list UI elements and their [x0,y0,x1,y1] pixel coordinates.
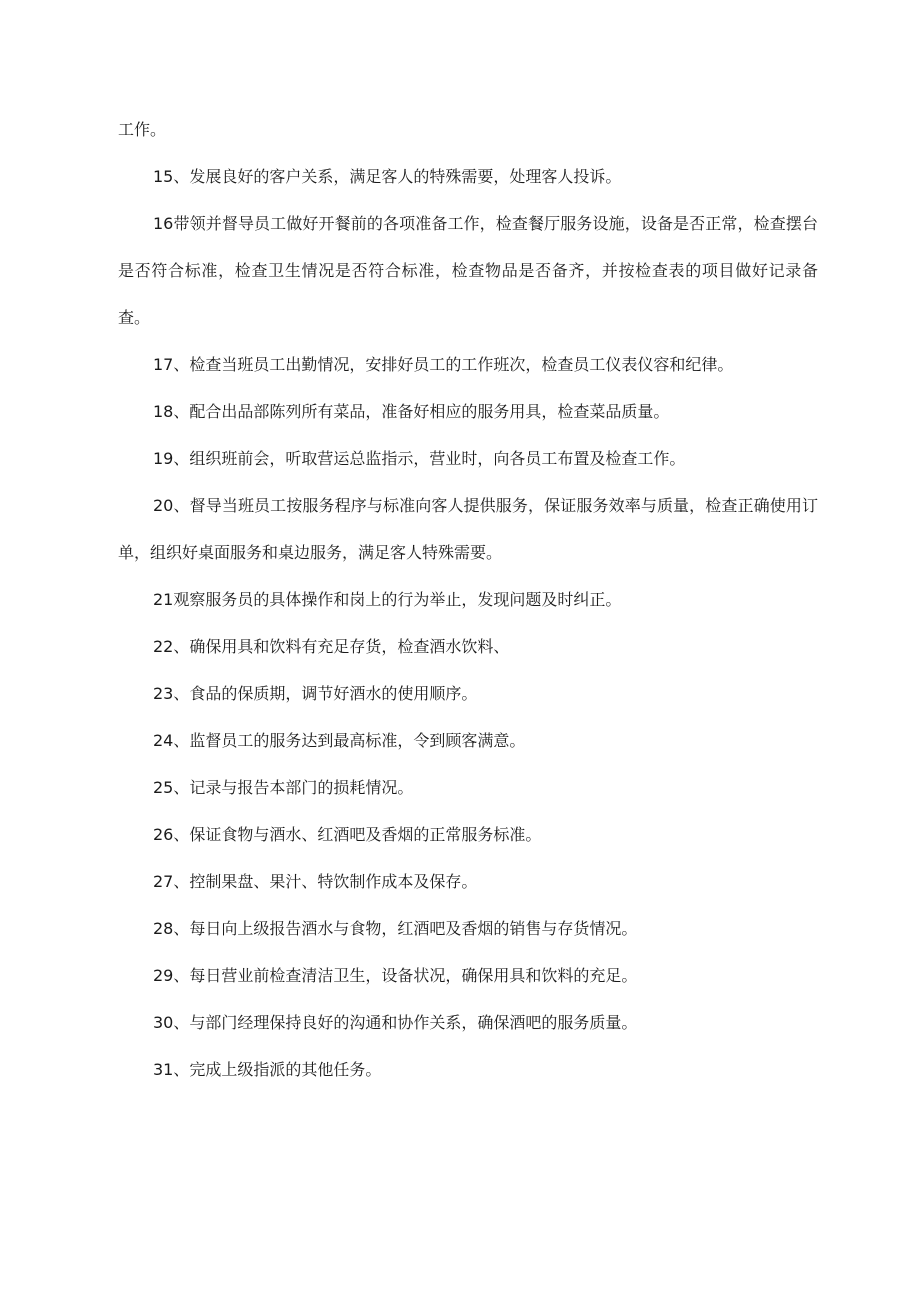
paragraph-item-20: 20、督导当班员工按服务程序与标准向客人提供服务，保证服务效率与质量，检查正确使用订单，组织好桌面服务和桌边服务，满足客人特殊需要。 [118,496,818,562]
paragraph-item-25: 25、记录与报告本部门的损耗情况。 [153,778,414,797]
paragraph-item-28: 28、每日向上级报告酒水与食物，红酒吧及香烟的销售与存货情况。 [153,919,638,938]
paragraph-continuation: 工作。 [118,120,167,139]
paragraph-item-26: 26、保证食物与酒水、红酒吧及香烟的正常服务标准。 [153,825,542,844]
paragraph-item-23: 23、食品的保质期，调节好酒水的使用顺序。 [153,684,478,703]
paragraph-item-29: 29、每日营业前检查清洁卫生，设备状况，确保用具和饮料的充足。 [153,966,638,985]
paragraph-item-24: 24、监督员工的服务达到最高标准，令到顾客满意。 [153,731,526,750]
paragraph-item-16: 16带领并督导员工做好开餐前的各项准备工作，检查餐厅服务设施，设备是否正常，检查摆台是否符合标准，检查卫生情况是否符合标准，检查物品是否备齐，并按检查表的项目做好记录备查。 [118,214,818,327]
paragraph-item-17: 17、检查当班员工出勤情况，安排好员工的工作班次，检查员工仪表仪容和纪律。 [153,355,734,374]
paragraph-item-18: 18、配合出品部陈列所有菜品，准备好相应的服务用具，检查菜品质量。 [153,402,670,421]
paragraph-item-15: 15、发展良好的客户关系，满足客人的特殊需要，处理客人投诉。 [153,167,622,186]
paragraph-item-27: 27、控制果盘、果汁、特饮制作成本及保存。 [153,872,478,891]
paragraph-item-22: 22、确保用具和饮料有充足存货，检查酒水饮料、 [153,637,510,656]
paragraph-item-31: 31、完成上级指派的其他任务。 [153,1060,382,1079]
document-body [118,114,818,1101]
paragraph-item-30: 30、与部门经理保持良好的沟通和协作关系，确保酒吧的服务质量。 [153,1013,638,1032]
paragraph-item-21: 21观察服务员的具体操作和岗上的行为举止，发现问题及时纠正。 [153,590,622,609]
paragraph-item-19: 19、组织班前会，听取营运总监指示，营业时，向各员工布置及检查工作。 [153,449,686,468]
